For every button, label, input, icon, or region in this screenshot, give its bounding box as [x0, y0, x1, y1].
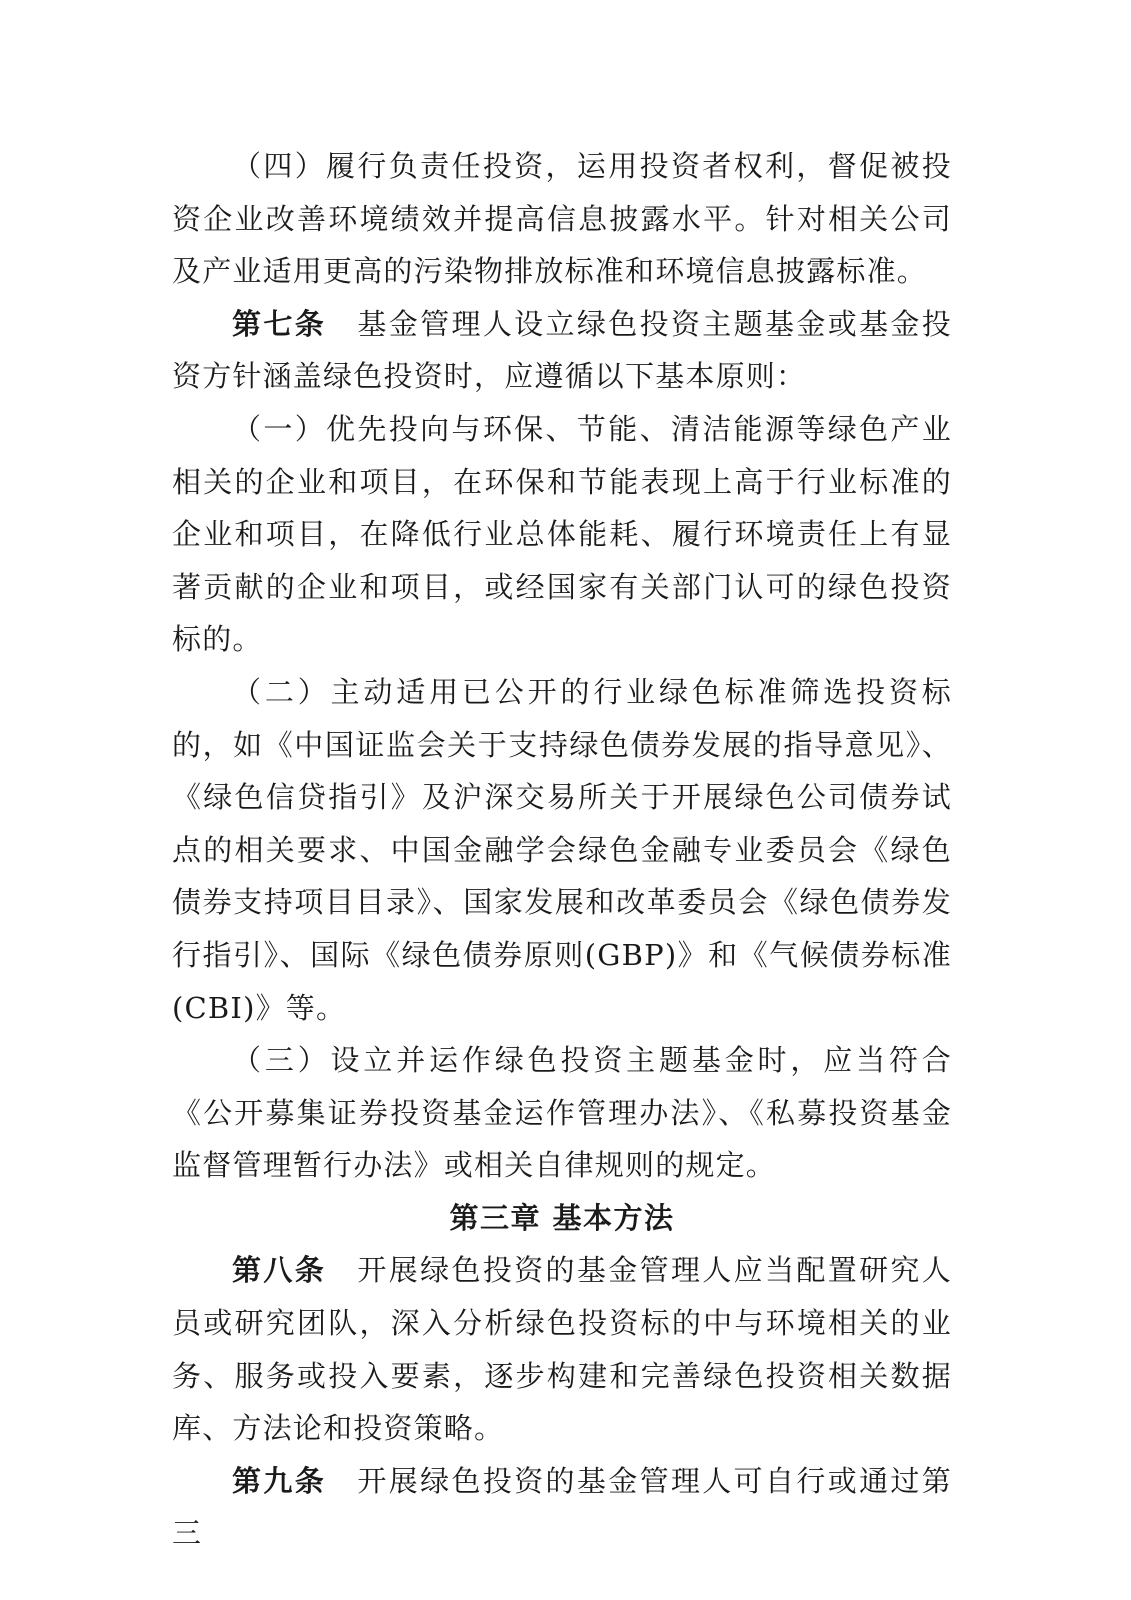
article-text: 基金管理人设立绿色投资主题基金或基金投资方针涵盖绿色投资时，应遵循以下基本原则： [172, 306, 952, 394]
paragraph-item-4 [172, 140, 952, 298]
article-text: 开展绿色投资的基金管理人应当配置研究人员或研究团队，深入分析绿色投资标的中与环境相关的业务、服务或投入要素，逐步构建和完善绿色投资相关数据库、方法论和投资策略。 [172, 1253, 952, 1446]
paragraph-text: （四）履行负责任投资，运用投资者权利，督促被投资企业改善环境绩效并提高信息披露水平。针对相关公司及产业适用更高的污染物排放标准和环境信息披露标准。 [172, 149, 952, 289]
article-heading: 第九条 [232, 1463, 327, 1498]
paragraph-item-1 [172, 403, 952, 666]
paragraph-item-3 [172, 1034, 952, 1192]
paragraph-text: （二）主动适用已公开的行业绿色标准筛选投资标的，如《中国证监会关于支持绿色债券发展的指导意见》、《绿色信贷指引》及沪深交易所关于开展绿色公司债券试点的相关要求、中国金融学会绿色金融专业委员会《绿色债券支持项目目录》、国家发展和改革委员会《绿色债券发行指引》、国际《绿色债券原则(GBP)》和《气候债券标准(CBI)》等。 [172, 674, 952, 1025]
article-heading: 第八条 [232, 1253, 327, 1288]
document-body [172, 140, 952, 1560]
chapter-title: 第三章 基本方法 [449, 1200, 675, 1235]
article-8 [172, 1244, 952, 1454]
article-9 [172, 1455, 952, 1560]
paragraph-item-2 [172, 666, 952, 1034]
article-heading: 第七条 [232, 306, 327, 341]
article-text: 开展绿色投资的基金管理人可自行或通过第三 [172, 1463, 952, 1551]
paragraph-text: （一）优先投向与环保、节能、清洁能源等绿色产业相关的企业和项目，在环保和节能表现上高于行业标准的企业和项目，在降低行业总体能耗、履行环境责任上有显著贡献的企业和项目，或经国家有关部门认可的绿色投资标的。 [172, 411, 952, 657]
paragraph-text: （三）设立并运作绿色投资主题基金时，应当符合《公开募集证券投资基金运作管理办法》、《私募投资基金监督管理暂行办法》或相关自律规则的规定。 [172, 1043, 952, 1183]
article-7 [172, 298, 952, 403]
